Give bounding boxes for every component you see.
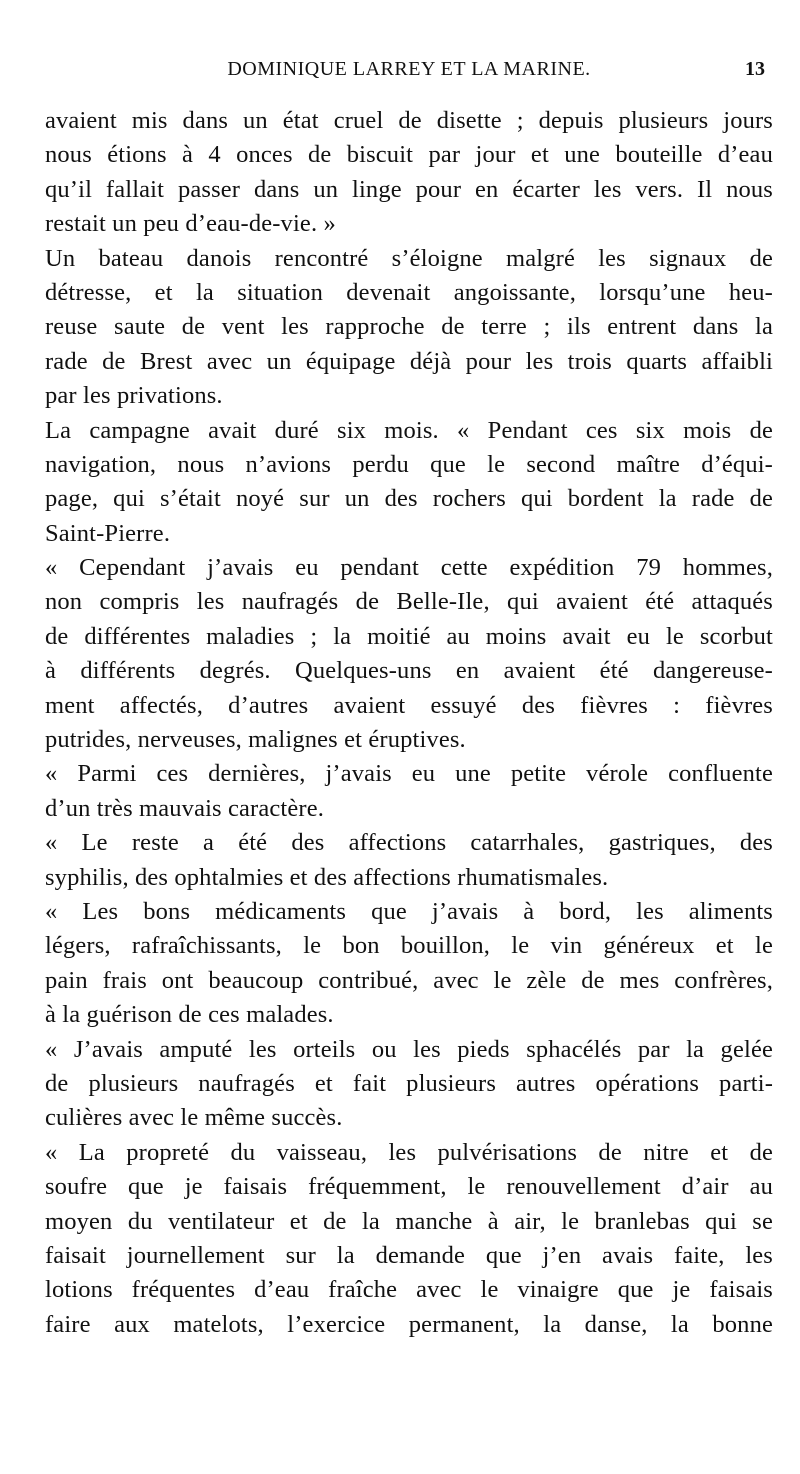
- text-line: navigation, nous n’avions perdu que le second maître d’équi-: [45, 450, 773, 478]
- text-line: de plusieurs naufragés et fait plusieurs autres opérations parti-: [45, 1069, 773, 1097]
- text-line: avaient mis dans un état cruel de disette ; depuis plusieurs jours: [45, 107, 773, 134]
- text-line: soufre que je faisais fréquemment, le renouvellement d’air au: [45, 1173, 773, 1201]
- running-head: [45, 58, 773, 92]
- text-line: rade de Brest avec un équipage déjà pour les trois quarts affaibli: [45, 347, 773, 375]
- text-line: par les privations.: [45, 382, 223, 410]
- text-line: nous étions à 4 onces de biscuit par jour et une bouteille d’eau: [45, 141, 773, 169]
- text-line: « Parmi ces dernières, j’avais eu une petite vérole confluente: [45, 760, 773, 788]
- text-line: légers, rafraîchissants, le bon bouillon, le vin généreux et le: [45, 932, 773, 960]
- text-line: « Cependant j’avais eu pendant cette expédition 79 hommes,: [45, 554, 773, 582]
- text-line: syphilis, des ophtalmies et des affections rhumatismales.: [45, 863, 609, 891]
- text-line: Saint-Pierre.: [45, 519, 171, 547]
- text-line: faisait journellement sur la demande que j’en avais faite, les: [45, 1241, 773, 1269]
- text-line: moyen du ventilateur et de la manche à air, le branlebas qui se: [45, 1207, 773, 1235]
- text-line: Un bateau danois rencontré s’éloigne malgré les signaux de: [45, 244, 773, 272]
- text-line: détresse, et la situation devenait angoissante, lorsqu’une heu-: [45, 278, 773, 306]
- text-line: « Le reste a été des affections catarrhales, gastriques, des: [45, 829, 773, 857]
- text-line: non compris les naufragés de Belle-Ile, qui avaient été attaqués: [45, 588, 773, 616]
- text-line: « J’avais amputé les orteils ou les pieds sphacélés par la gelée: [45, 1035, 773, 1063]
- page-number: 13: [745, 58, 765, 80]
- text-line: La campagne avait duré six mois. « Pendant ces six mois de: [45, 416, 773, 444]
- text-line: ment affectés, d’autres avaient essuyé des fièvres : fièvres: [45, 691, 773, 719]
- text-line: qu’il fallait passer dans un linge pour en écarter les vers. Il nous: [45, 175, 773, 203]
- text-line: à la guérison de ces malades.: [45, 1001, 334, 1029]
- text-line: page, qui s’était noyé sur un des rochers qui bordent la rade de: [45, 485, 773, 513]
- text-line: de différentes maladies ; la moitié au moins avait eu le scorbut: [45, 622, 773, 650]
- text-line: faire aux matelots, l’exercice permanent, la danse, la bonne: [45, 1310, 773, 1338]
- text-line: lotions fréquentes d’eau fraîche avec le vinaigre que je faisais: [45, 1276, 773, 1304]
- text-line: « La propreté du vaisseau, les pulvérisations de nitre et de: [45, 1138, 773, 1166]
- text-line: à différents degrés. Quelques-uns en avaient été dangereuse-: [45, 657, 773, 685]
- text-line: putrides, nerveuses, malignes et éruptives.: [45, 726, 466, 754]
- text-line: pain frais ont beaucoup contribué, avec le zèle de mes confrères,: [45, 966, 773, 994]
- text-line: « Les bons médicaments que j’avais à bord, les aliments: [45, 897, 773, 925]
- text-line: culières avec le même succès.: [45, 1104, 343, 1132]
- text-line: reuse saute de vent les rapproche de terre ; ils entrent dans la: [45, 313, 773, 341]
- text-line: restait un peu d’eau-de-vie. »: [45, 210, 336, 238]
- running-title: DOMINIQUE LARREY ET LA MARINE.: [227, 58, 591, 80]
- body-text: [45, 104, 773, 1342]
- text-line: d’un très mauvais caractère.: [45, 794, 324, 822]
